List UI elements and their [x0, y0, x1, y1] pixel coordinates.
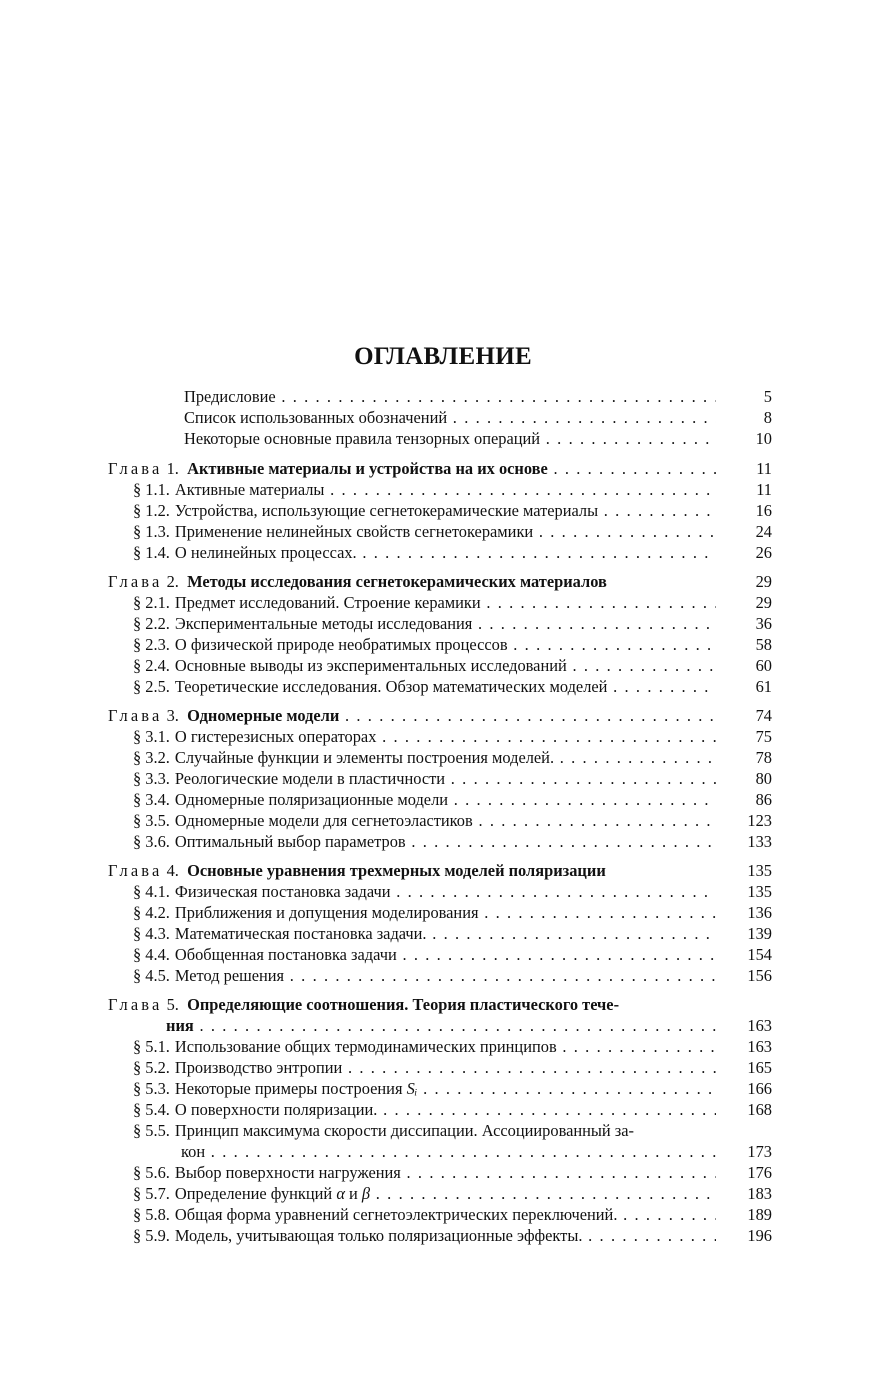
toc-section[interactable]: § 2.4. Основные выводы из экспериментальных исследований . . . 60	[108, 655, 772, 676]
toc-entry-text: Список использованных обозначений . . .	[184, 407, 716, 428]
toc-chapter-2[interactable]	[108, 571, 772, 592]
math-symbol: Sᵢ	[406, 1079, 418, 1098]
chapter-label: Глава	[108, 706, 163, 725]
toc-section[interactable]: § 5.6. Выбор поверхности нагружения . . . 176	[108, 1162, 772, 1183]
toc-section[interactable]: § 5.9. Модель, учитывающая только поляризационные эффекты. . . . 196	[108, 1225, 772, 1246]
chapter-title-continued: ния	[166, 1016, 194, 1035]
toc-section[interactable]: § 5.5. Принцип максимума скорости диссипации. Ассоциированный за-	[133, 1121, 635, 1140]
toc-section[interactable]: § 1.4. О нелинейных процессах. . . . 26	[108, 542, 772, 563]
toc-section[interactable]: § 4.4. Обобщенная постановка задачи . . . 154	[108, 944, 772, 965]
toc-page-number: 5	[763, 387, 772, 406]
toc-section[interactable]: § 3.6. Оптимальный выбор параметров . . . 133	[108, 831, 772, 852]
chapter-title: Методы исследования сегнетокерамических материалов	[187, 572, 607, 591]
toc-page-number: 74	[755, 706, 772, 725]
toc-chapter-3[interactable]	[108, 705, 772, 726]
toc-section[interactable]: § 1.3. Применение нелинейных свойств сегнетокерамики . . . 24	[108, 521, 772, 542]
toc-chapter-4[interactable]	[108, 860, 772, 881]
chapter-title: Одномерные модели	[187, 706, 340, 725]
toc-section-continued[interactable]: кон . . . 173	[108, 1141, 772, 1162]
toc-page-number: 29	[755, 572, 772, 591]
toc-section[interactable]: § 2.5. Теоретические исследования. Обзор математических моделей . . . 61	[108, 676, 772, 697]
toc-section[interactable]: § 5.8. Общая форма уравнений сегнетоэлектрических переключений. . . . 189	[108, 1204, 772, 1225]
toc-entry-tensor-rules[interactable]	[108, 428, 772, 449]
toc-section[interactable]: § 4.2. Приближения и допущения моделирования . . . 136	[108, 902, 772, 923]
page-title: ОГЛАВЛЕНИЕ	[354, 343, 532, 370]
toc-section[interactable]: § 1.1. Активные материалы . . . 11	[108, 479, 772, 500]
toc-section[interactable]: § 5.4. О поверхности поляризации. . . . 168	[108, 1099, 772, 1120]
toc-section[interactable]: § 3.5. Одномерные модели для сегнетоэластиков . . . 123	[108, 810, 772, 831]
toc-entry-notation[interactable]	[108, 407, 772, 428]
toc-section[interactable]: § 4.1. Физическая постановка задачи . . . 135	[108, 881, 772, 902]
toc-page-number: 8	[763, 408, 772, 427]
toc-section[interactable]: § 5.7. Определение функций α и β . . . 183	[108, 1183, 772, 1204]
chapter-label: Глава	[108, 459, 163, 478]
toc-chapter-5[interactable]	[108, 994, 772, 1015]
toc-section[interactable]: § 2.3. О физической природе необратимых процессов . . . 58	[108, 634, 772, 655]
math-alpha: α	[336, 1184, 345, 1203]
toc-section[interactable]: § 3.1. О гистерезисных операторах . . . 75	[108, 726, 772, 747]
chapter-label: Глава	[108, 861, 163, 880]
toc-chapter-5-continued[interactable]	[108, 1015, 772, 1036]
toc-section[interactable]: § 3.4. Одномерные поляризационные модели . . . 86	[108, 789, 772, 810]
chapter-label: Глава	[108, 572, 163, 591]
toc-section[interactable]: § 3.2. Случайные функции и элементы построения моделей. . . . 78	[108, 747, 772, 768]
chapter-title: Основные уравнения трехмерных моделей поляризации	[187, 861, 606, 880]
chapter-number: 2.	[166, 572, 179, 591]
toc-page-number: 163	[747, 1016, 772, 1035]
chapter-number: 3.	[166, 706, 179, 725]
toc-page-number: 135	[747, 861, 772, 880]
toc-entry-text: Некоторые основные правила тензорных операций . . .	[184, 428, 716, 449]
toc-section[interactable]: § 3.3. Реологические модели в пластичности . . . 80	[108, 768, 772, 789]
toc-section[interactable]: § 4.3. Математическая постановка задачи. . . . 139	[108, 923, 772, 944]
chapter-number: 1.	[166, 459, 179, 478]
toc-section[interactable]: § 2.2. Экспериментальные методы исследования . . . 36	[108, 613, 772, 634]
toc-section[interactable]: § 5.3. Некоторые примеры построения Sᵢ . . . 166	[108, 1078, 772, 1099]
toc-section[interactable]: § 4.5. Метод решения . . . 156	[108, 965, 772, 986]
toc-section[interactable]: § 5.1. Использование общих термодинамических принципов . . . 163	[108, 1036, 772, 1057]
toc-section[interactable]: § 2.1. Предмет исследований. Строение керамики . . . 29	[108, 592, 772, 613]
math-beta: β	[361, 1184, 371, 1203]
toc-page-number: 11	[756, 459, 772, 478]
toc-chapter-1[interactable]	[108, 458, 772, 479]
toc-entry-text: Предисловие . . .	[184, 386, 716, 407]
toc-section[interactable]: § 5.2. Производство энтропии . . . 165	[108, 1057, 772, 1078]
toc-entry-preface[interactable]	[108, 386, 772, 407]
chapter-title: Определяющие соотношения. Теория пластического тече-	[187, 995, 620, 1014]
chapter-label: Глава	[108, 995, 163, 1014]
chapter-number: 5.	[166, 995, 179, 1014]
chapter-number: 4.	[166, 861, 179, 880]
toc-page-number: 10	[755, 429, 772, 448]
chapter-title: Активные материалы и устройства на их основе	[187, 459, 548, 478]
table-of-contents	[108, 386, 772, 1246]
toc-section[interactable]: § 1.2. Устройства, использующие сегнетокерамические материалы . . . 16	[108, 500, 772, 521]
